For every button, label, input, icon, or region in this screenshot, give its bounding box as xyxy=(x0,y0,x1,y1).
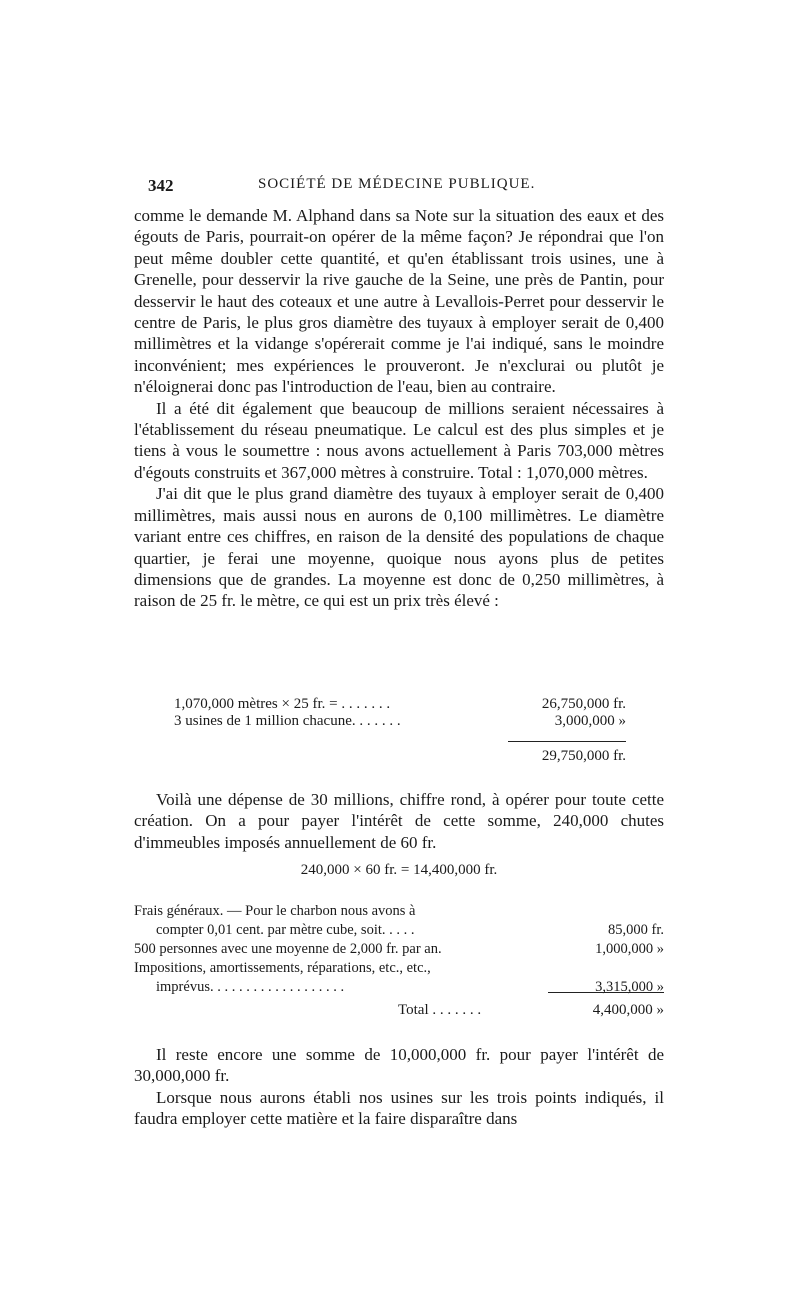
expense-amount: 3,315,000 » xyxy=(595,979,664,995)
expense-text: imprévus. . . . . . . . . . . . . . . . . . . xyxy=(156,979,345,995)
paragraph: J'ai dit que le plus grand diamètre des tuyaux à employer serait de 0,400 millimètres, mais aussi nous en aurons de 0,100 millimètres. Le diamètre variant entre ces chiffres, en raison de la densité des populations de chaque quartier, je ferai une moyenne, quoique nous ayons plus de petites dimensions que de grandes. La moyenne est donc de 0,250 millimètres, à raison de 25 fr. le mètre, ce qui est un prix très élevé : xyxy=(134,484,664,611)
expense-line xyxy=(134,921,664,940)
body-text-top xyxy=(134,205,664,612)
calculation-label: 1,070,000 mètres × 25 fr. = . . . . . . . xyxy=(174,696,391,712)
expense-list xyxy=(134,902,664,997)
paragraph: Il a été dit également que beaucoup de millions seraient nécessaires à l'établissement du réseau pneumatique. Le calcul est des plus simples et je tiens à vous le soumettre : nous avons actuellement à Paris 703,000 mètres d'égouts construits et 367,000 mètres à construire. Total : 1,070,000 mètres. xyxy=(134,398,664,482)
body-text-middle xyxy=(134,789,664,853)
calculation-row xyxy=(174,713,626,730)
expense-text: Impositions, amortissements, réparations, etc., etc., xyxy=(134,960,431,976)
expense-total-label: Total . . . . . . . xyxy=(398,1002,482,1018)
calculation-value: 3,000,000 » xyxy=(554,713,626,729)
expense-text: 500 personnes avec une moyenne de 2,000 fr. par an. xyxy=(134,941,442,957)
expense-text: Frais généraux. — Pour le charbon nous avons à xyxy=(134,903,416,919)
calculation-label: 3 usines de 1 million chacune. . . . . . . xyxy=(174,713,401,729)
expense-text: compter 0,01 cent. par mètre cube, soit. . . . . xyxy=(156,922,415,938)
expense-amount: 1,000,000 » xyxy=(595,941,664,957)
paragraph: Il reste encore une somme de 10,000,000 fr. pour payer l'intérêt de 30,000,000 fr. xyxy=(134,1045,664,1086)
page-header xyxy=(148,176,668,200)
paragraph: Voilà une dépense de 30 millions, chiffre rond, à opérer pour toute cette création. On a pour payer l'intérêt de cette somme, 240,000 chutes d'immeubles imposés annuellement de 60 fr. xyxy=(134,790,664,852)
sum-rule xyxy=(548,992,664,993)
expense-line xyxy=(134,978,664,997)
expense-total-row xyxy=(134,1002,664,1022)
cost-calculation xyxy=(174,696,626,730)
expense-amount: 85,000 fr. xyxy=(608,922,664,938)
calculation-value: 26,750,000 fr. xyxy=(541,696,626,712)
expense-line xyxy=(134,902,664,921)
body-text-bottom xyxy=(134,1044,664,1130)
calculation-row xyxy=(174,696,626,713)
sum-rule xyxy=(508,741,626,742)
expense-line xyxy=(134,959,664,978)
expense-line xyxy=(134,940,664,959)
page-number: 342 xyxy=(148,176,174,195)
revenue-equation: 240,000 × 60 fr. = 14,400,000 fr. xyxy=(300,862,498,878)
calculation-total: 29,750,000 fr. xyxy=(541,748,626,764)
paragraph: Lorsque nous aurons établi nos usines sur les trois points indiqués, il faudra employer cette matière et la faire disparaître dans xyxy=(134,1087,664,1129)
paragraph: comme le demande M. Alphand dans sa Note sur la situation des eaux et des égouts de Paris, pourrait-on opérer de la même façon? Je répondrai que l'on peut même doubler cette quantité, et qu'en établissant trois usines, une à Grenelle, pour desservir la rive gauche de la Seine, une près de Pantin, pour desservir le haut des coteaux et une autre à Levallois-Perret pour desservir le centre de Paris, le plus gros diamètre des tuyaux à employer serait de 0,400 millimètres et la vidange s'opérerait comme je l'ai indiqué, sans le moindre inconvénient; mes expériences le prouveront. Je n'exclurai ou plutôt je n'éloignerai donc pas l'introduction de l'eau, bien au contraire. xyxy=(134,206,664,397)
running-title: SOCIÉTÉ DE MÉDECINE PUBLIQUE. xyxy=(258,176,536,192)
expense-total-amount: 4,400,000 » xyxy=(592,1002,664,1018)
